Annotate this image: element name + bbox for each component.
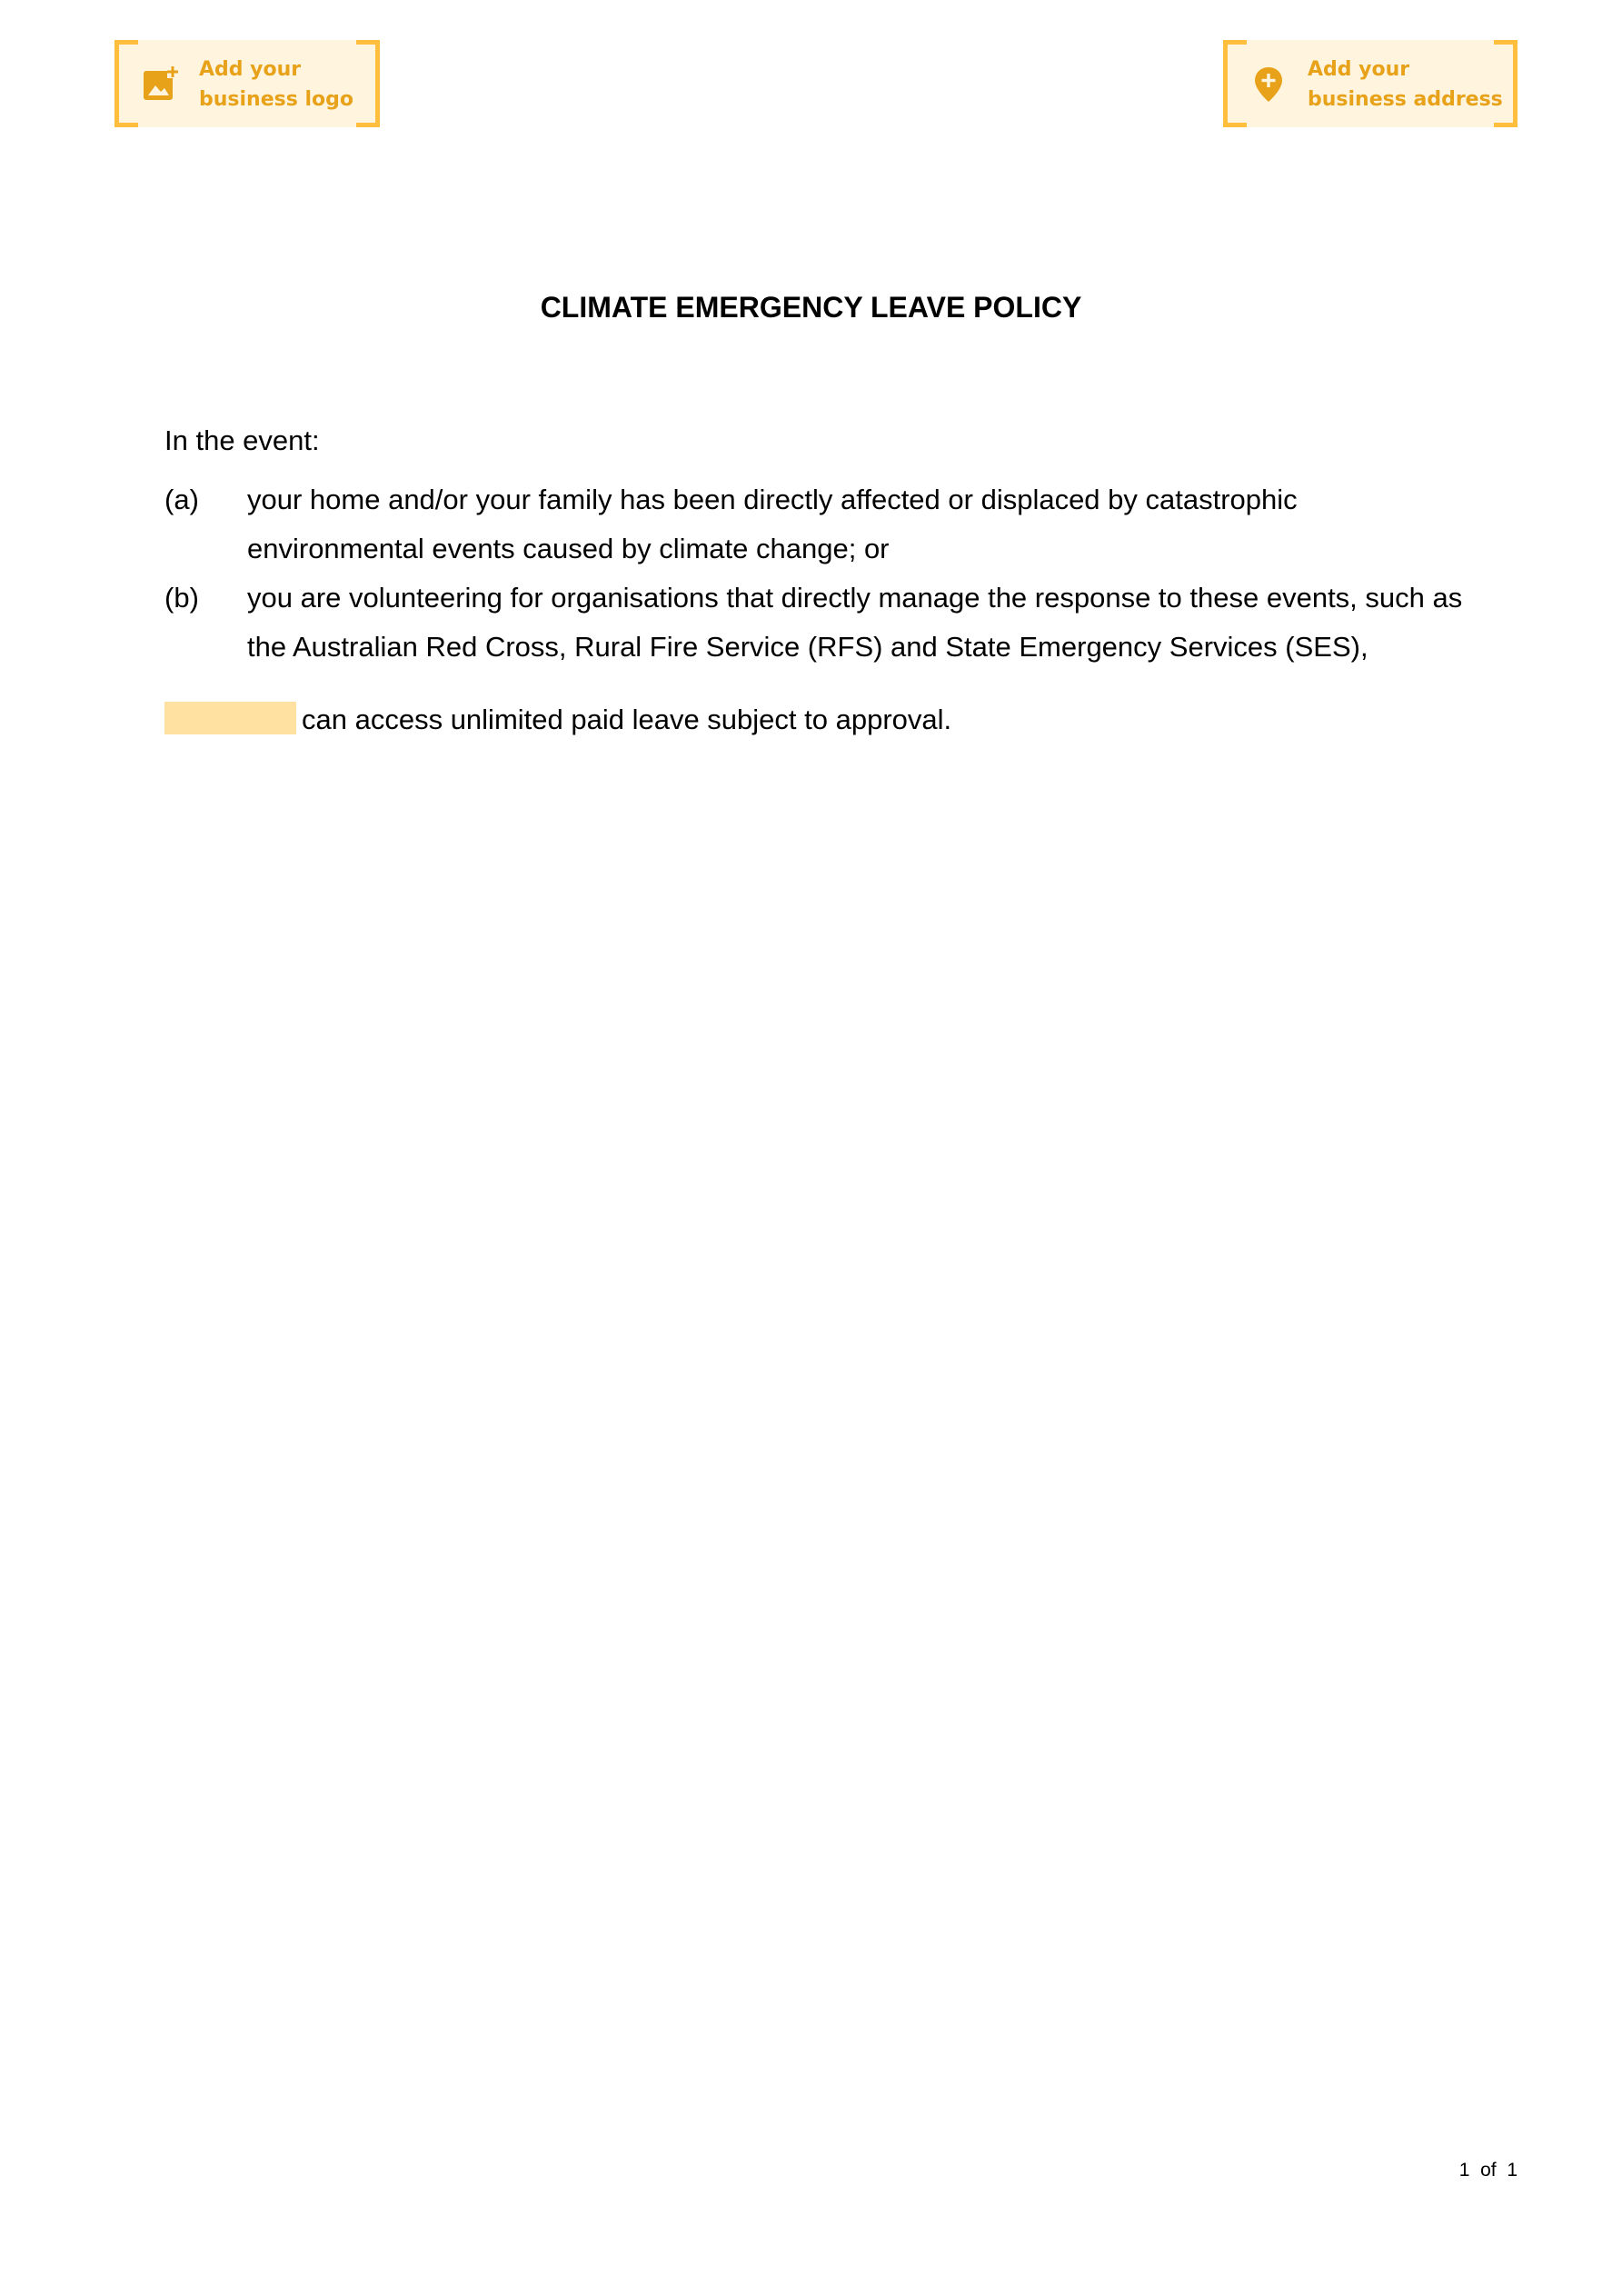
intro-text: In the event: — [164, 424, 320, 456]
bracket-right — [356, 40, 380, 127]
page-number — [1399, 2158, 1518, 2183]
address-placeholder-line2: business address — [1308, 88, 1503, 111]
logo-placeholder-text — [199, 55, 353, 115]
clause-marker: (b) — [164, 582, 199, 614]
address-placeholder-line1: Add your — [1308, 58, 1410, 81]
final-statement — [164, 695, 951, 744]
add-business-address-button[interactable] — [1223, 40, 1518, 127]
logo-placeholder-line2: business logo — [199, 88, 353, 111]
location-pin-plus-icon — [1250, 65, 1287, 102]
business-name-field[interactable] — [164, 702, 296, 734]
address-placeholder-text — [1308, 55, 1503, 115]
bracket-left — [1223, 40, 1247, 127]
page-of: of — [1480, 2160, 1497, 2181]
clause-marker: (a) — [164, 484, 199, 515]
add-business-logo-button[interactable] — [114, 40, 380, 127]
bracket-left — [114, 40, 138, 127]
clause-text: your home and/or your family has been directly affected or displaced by catastrophic environmental events caused by climate change; or — [247, 484, 1298, 564]
clause-text: you are volunteering for organisations that directly manage the response to these events, such as the Australian Red Cross, Rural Fire Service (RFS) and State Emergency Services (SES), — [247, 582, 1463, 663]
add-image-icon — [142, 65, 178, 102]
page-current: 1 — [1458, 2160, 1470, 2181]
page-total: 1 — [1507, 2160, 1518, 2181]
document-title: CLIMATE EMERGENCY LEAVE POLICY — [540, 291, 1082, 324]
final-statement-text: can access unlimited paid leave subject to approval. — [302, 704, 952, 735]
logo-placeholder-line1: Add your — [199, 58, 302, 81]
